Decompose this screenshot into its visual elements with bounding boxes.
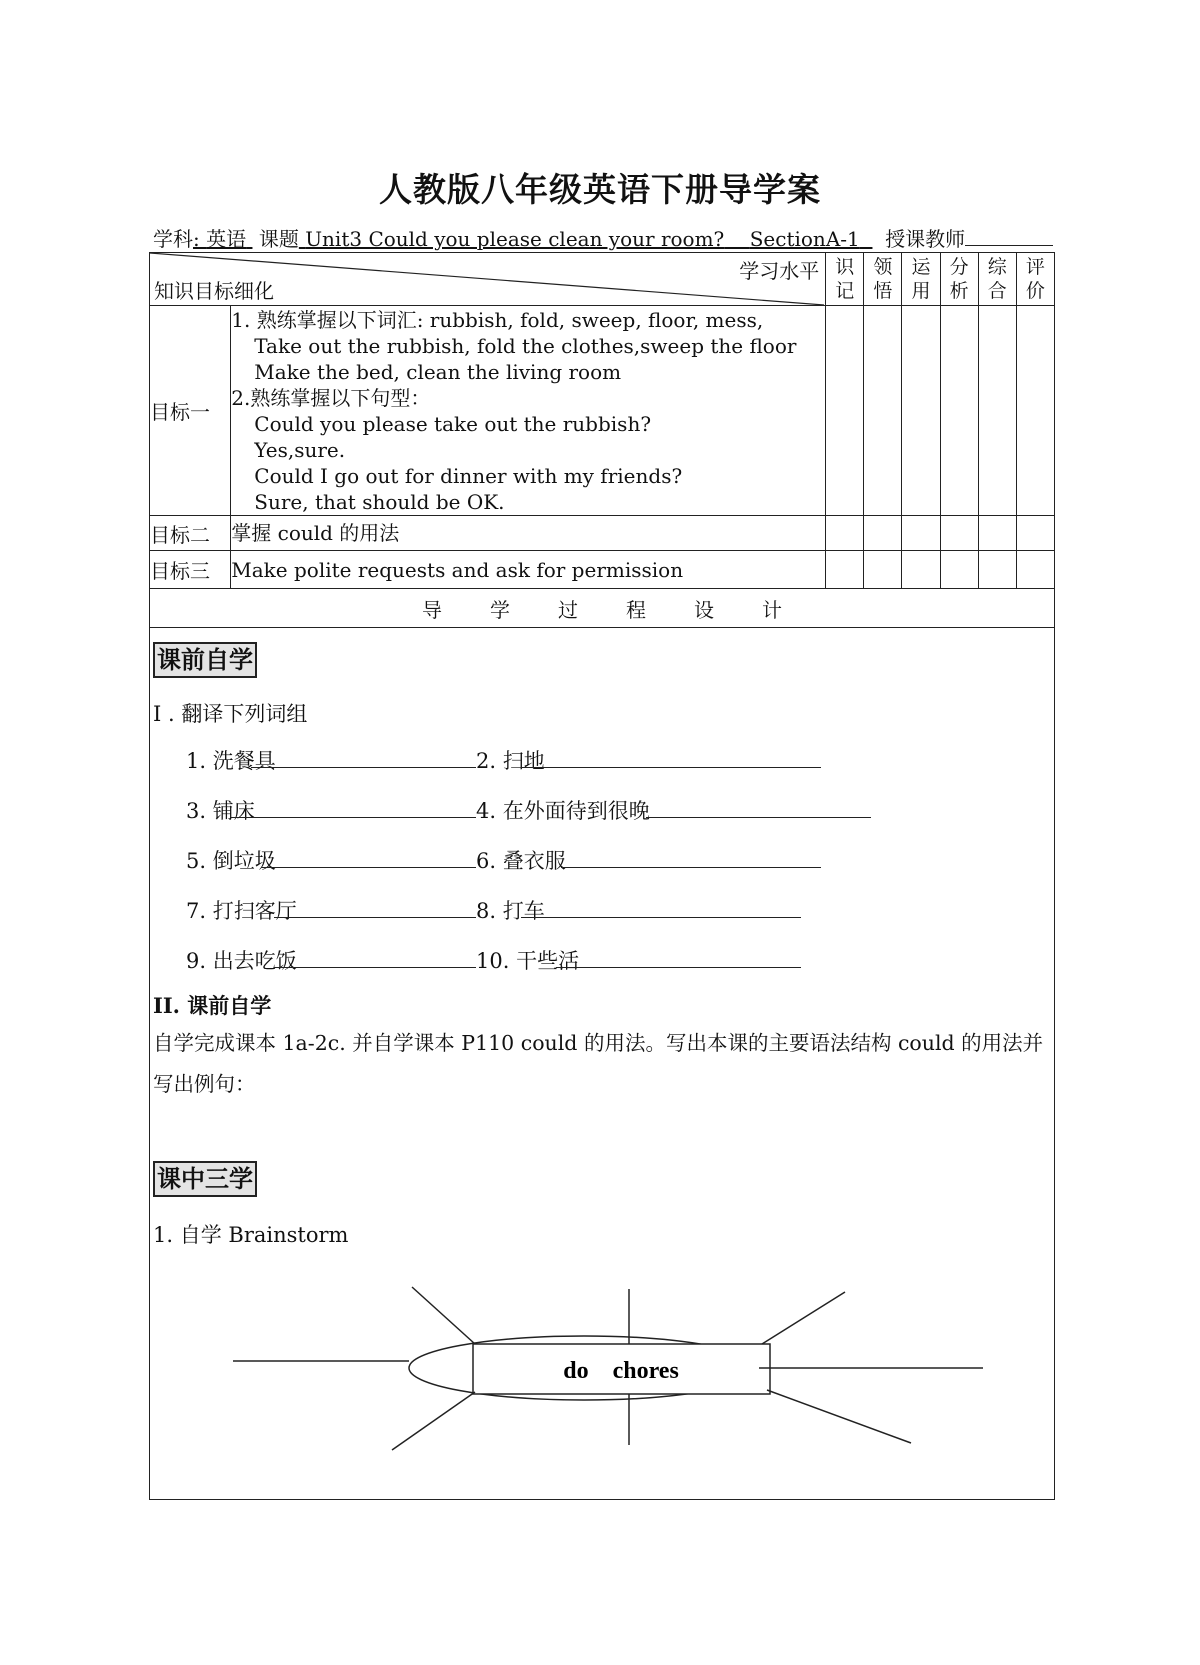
mindmap-branch-upper-right <box>762 1292 845 1344</box>
level-cell[interactable] <box>1016 516 1054 551</box>
level-cell[interactable] <box>902 551 940 589</box>
mindmap-branch-upper-left <box>412 1287 475 1344</box>
level-cell[interactable] <box>978 516 1016 551</box>
goal-line: Yes,sure. <box>254 437 346 462</box>
table-header-row <box>150 253 1055 306</box>
mindmap-branch-lower-right <box>767 1390 911 1443</box>
goal-row-2 <box>150 516 1055 551</box>
level-header: 分析 <box>940 253 978 306</box>
in-class-heading: 课中三学 <box>153 1161 257 1197</box>
level-cell[interactable] <box>864 306 902 516</box>
level-cell[interactable] <box>826 551 864 589</box>
teacher-blank[interactable] <box>965 244 1053 246</box>
level-header: 运用 <box>902 253 940 306</box>
level-cell[interactable] <box>978 551 1016 589</box>
level-cell[interactable] <box>940 306 978 516</box>
pre-study-heading: 课前自学 <box>153 642 257 678</box>
process-row <box>150 589 1055 628</box>
level-cell[interactable] <box>902 306 940 516</box>
mindmap-center-label: do chores <box>563 1358 679 1384</box>
goal-line: Could you please take out the rubbish? <box>254 411 652 436</box>
self-study-instructions: 自学完成课本 1a-2c. 并自学课本 P110 could 的用法。写出本课的主要语法结构 could 的用法并写出例句： <box>153 1031 1044 1096</box>
lesson-meta: 学科: 英语 课题 Unit3 Could you please clean your room? SectionA-1 授课教师 <box>153 223 1053 252</box>
section-value: SectionA-1 <box>749 227 860 251</box>
level-cell[interactable] <box>940 516 978 551</box>
goal-line: Make the bed, clean the living room <box>254 359 622 384</box>
level-cell[interactable] <box>1016 306 1054 516</box>
level-cell[interactable] <box>902 516 940 551</box>
part2-title: II. 课前自学 <box>153 993 272 1018</box>
goal-label: 目标三 <box>150 551 231 589</box>
level-cell[interactable] <box>978 306 1016 516</box>
goal-row-3 <box>150 551 1055 589</box>
goal-row-1 <box>150 306 1055 516</box>
goal-line: Take out the rubbish, fold the clothes,sweep the floor <box>254 333 797 358</box>
subject-label: 学科 <box>153 227 193 251</box>
goal-content: 掌握 could 的用法 <box>231 516 826 551</box>
goal-line: Could I go out for dinner with my friends? <box>254 463 683 488</box>
translation-row: 9. 出去吃饭 10. 干些活 <box>186 945 801 975</box>
diagonal-header-cell <box>150 253 826 306</box>
level-cell[interactable] <box>940 551 978 589</box>
goal-line: 2.熟练掌握以下句型： <box>231 385 431 410</box>
topic-value: Unit3 Could you please clean your room? <box>305 227 725 251</box>
goal-line: 1. 熟练掌握以下词汇: rubbish, fold, sweep, floor, mess, <box>231 307 764 332</box>
mindmap-branch-lower-left <box>392 1392 475 1450</box>
process-design-heading: 导 学 过 程 设 计 <box>150 589 1055 628</box>
process-body <box>149 628 1055 1500</box>
brainstorm-mindmap <box>150 628 1054 1499</box>
part1-title: I . 翻译下列词组 <box>153 702 308 726</box>
page-title: 人教版八年级英语下册导学案 <box>379 170 821 209</box>
header-learning-level: 学习水平 <box>739 259 820 283</box>
objectives-table <box>149 252 1055 628</box>
level-header: 综合 <box>978 253 1016 306</box>
topic-label: 课题 <box>258 227 299 251</box>
level-cell[interactable] <box>864 551 902 589</box>
translation-row: 1. 洗餐具 2. 扫地 <box>186 745 821 775</box>
teacher-label: 授课教师 <box>885 227 966 251</box>
translation-row: 3. 铺床 4. 在外面待到很晚 <box>186 795 871 825</box>
header-knowledge-goal: 知识目标细化 <box>154 279 274 303</box>
level-header: 评价 <box>1016 253 1054 306</box>
brainstorm-item: 1. 自学 Brainstorm <box>153 1223 349 1247</box>
goal-content <box>231 306 826 516</box>
goal-label: 目标二 <box>150 516 231 551</box>
level-header: 识记 <box>826 253 864 306</box>
level-cell[interactable] <box>864 516 902 551</box>
subject-value: 英语 <box>206 227 247 251</box>
level-cell[interactable] <box>826 516 864 551</box>
level-cell[interactable] <box>1016 551 1054 589</box>
translation-row: 5. 倒垃圾 6. 叠衣服 <box>186 845 821 875</box>
level-header: 领悟 <box>864 253 902 306</box>
goal-line: Sure, that should be OK. <box>254 489 505 514</box>
level-cell[interactable] <box>826 306 864 516</box>
goal-content: Make polite requests and ask for permission <box>231 551 826 589</box>
translation-row: 7. 打扫客厅 8. 打车 <box>186 895 801 925</box>
goal-label: 目标一 <box>150 306 231 516</box>
